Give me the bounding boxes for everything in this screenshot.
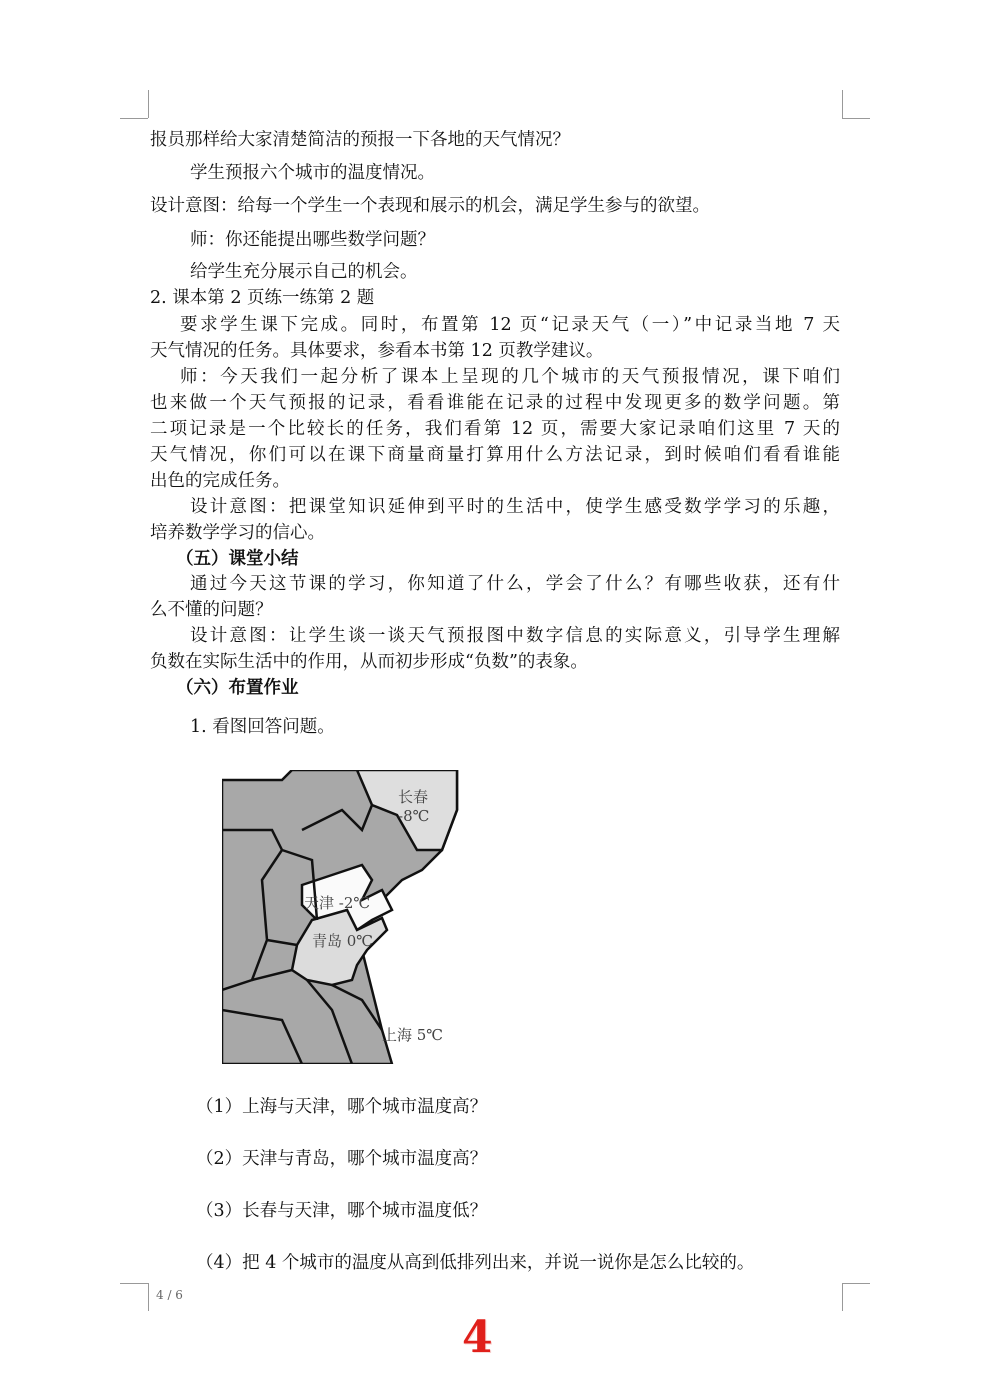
corner-mark-br-v — [842, 1283, 843, 1311]
text-line: 师：今天我们一起分析了课本上呈现的几个城市的天气预报情况，课下咱们 — [180, 367, 840, 387]
map-label-shanghai: 上海 5℃ — [382, 1026, 444, 1044]
text-line: 报员那样给大家清楚简洁的预报一下各地的天气情况？ — [150, 130, 570, 150]
map-label-tianjin: 天津 -2℃ — [304, 894, 371, 912]
corner-mark-tl-h — [120, 118, 148, 119]
text-line: 设计意图：把课堂知识延伸到平时的生活中，使学生感受数学学习的乐趣， — [190, 497, 840, 517]
text-line: 天气情况的任务。具体要求，参看本书第 12 页教学建议。 — [150, 341, 604, 361]
question-item: （1）上海与天津，哪个城市温度高？ — [196, 1097, 488, 1117]
text-line: 2. 课本第 2 页练一练第 2 题 — [150, 288, 375, 308]
text-line: 1. 看图回答问题。 — [190, 717, 335, 737]
question-item: （2）天津与青岛，哪个城市温度高？ — [196, 1149, 488, 1169]
text-line: 师：你还能提出哪些数学问题？ — [190, 230, 435, 250]
map-label-qingdao: 青岛 0℃ — [312, 932, 374, 950]
page-indicator: 4 / 6 — [156, 1288, 183, 1302]
text-line: 要求学生课下完成。同时，布置第 12 页“记录天气（一）”中记录当地 7 天 — [180, 315, 840, 335]
weather-map-figure — [222, 770, 462, 1064]
corner-mark-bl-v — [148, 1283, 149, 1311]
text-line: 天气情况，你们可以在课下商量商量打算用什么方法记录，到时候咱们看看谁能 — [150, 445, 840, 465]
question-item: （3）长春与天津，哪个城市温度低？ — [196, 1201, 488, 1221]
text-line: 培养数学学习的信心。 — [150, 523, 325, 543]
text-line: 学生预报六个城市的温度情况。 — [190, 163, 435, 183]
text-line: 负数在实际生活中的作用，从而初步形成“负数”的表象。 — [150, 652, 588, 672]
page-number-badge: 4 — [462, 1312, 493, 1363]
corner-mark-tr-v — [842, 90, 843, 118]
corner-mark-bl-h — [120, 1283, 148, 1284]
map-label-changchun: 长春 -8℃ — [398, 788, 430, 825]
corner-mark-tl-v — [148, 90, 149, 118]
text-line: 也来做一个天气预报的记录，看看谁能在记录的过程中发现更多的数学问题。第 — [150, 393, 840, 413]
text-line: 设计意图：让学生谈一谈天气预报图中数字信息的实际意义，引导学生理解 — [190, 626, 840, 646]
corner-mark-br-h — [842, 1283, 870, 1284]
text-line: 设计意图：给每一个学生一个表现和展示的机会，满足学生参与的欲望。 — [150, 196, 710, 216]
text-line: 通过今天这节课的学习，你知道了什么，学会了什么？有哪些收获，还有什 — [190, 574, 840, 594]
text-line: 二项记录是一个比较长的任务，我们看第 12 页，需要大家记录咱们这里 7 天的 — [150, 419, 840, 439]
text-line: 么不懂的问题？ — [150, 600, 273, 620]
question-item: （4）把 4 个城市的温度从高到低排列出来，并说一说你是怎么比较的。 — [196, 1253, 755, 1273]
corner-mark-tr-h — [842, 118, 870, 119]
section-heading: （六）布置作业 — [176, 678, 299, 698]
text-line: 给学生充分展示自己的机会。 — [190, 262, 418, 282]
text-line: 出色的完成任务。 — [150, 471, 290, 491]
section-heading: （五）课堂小结 — [176, 549, 299, 569]
